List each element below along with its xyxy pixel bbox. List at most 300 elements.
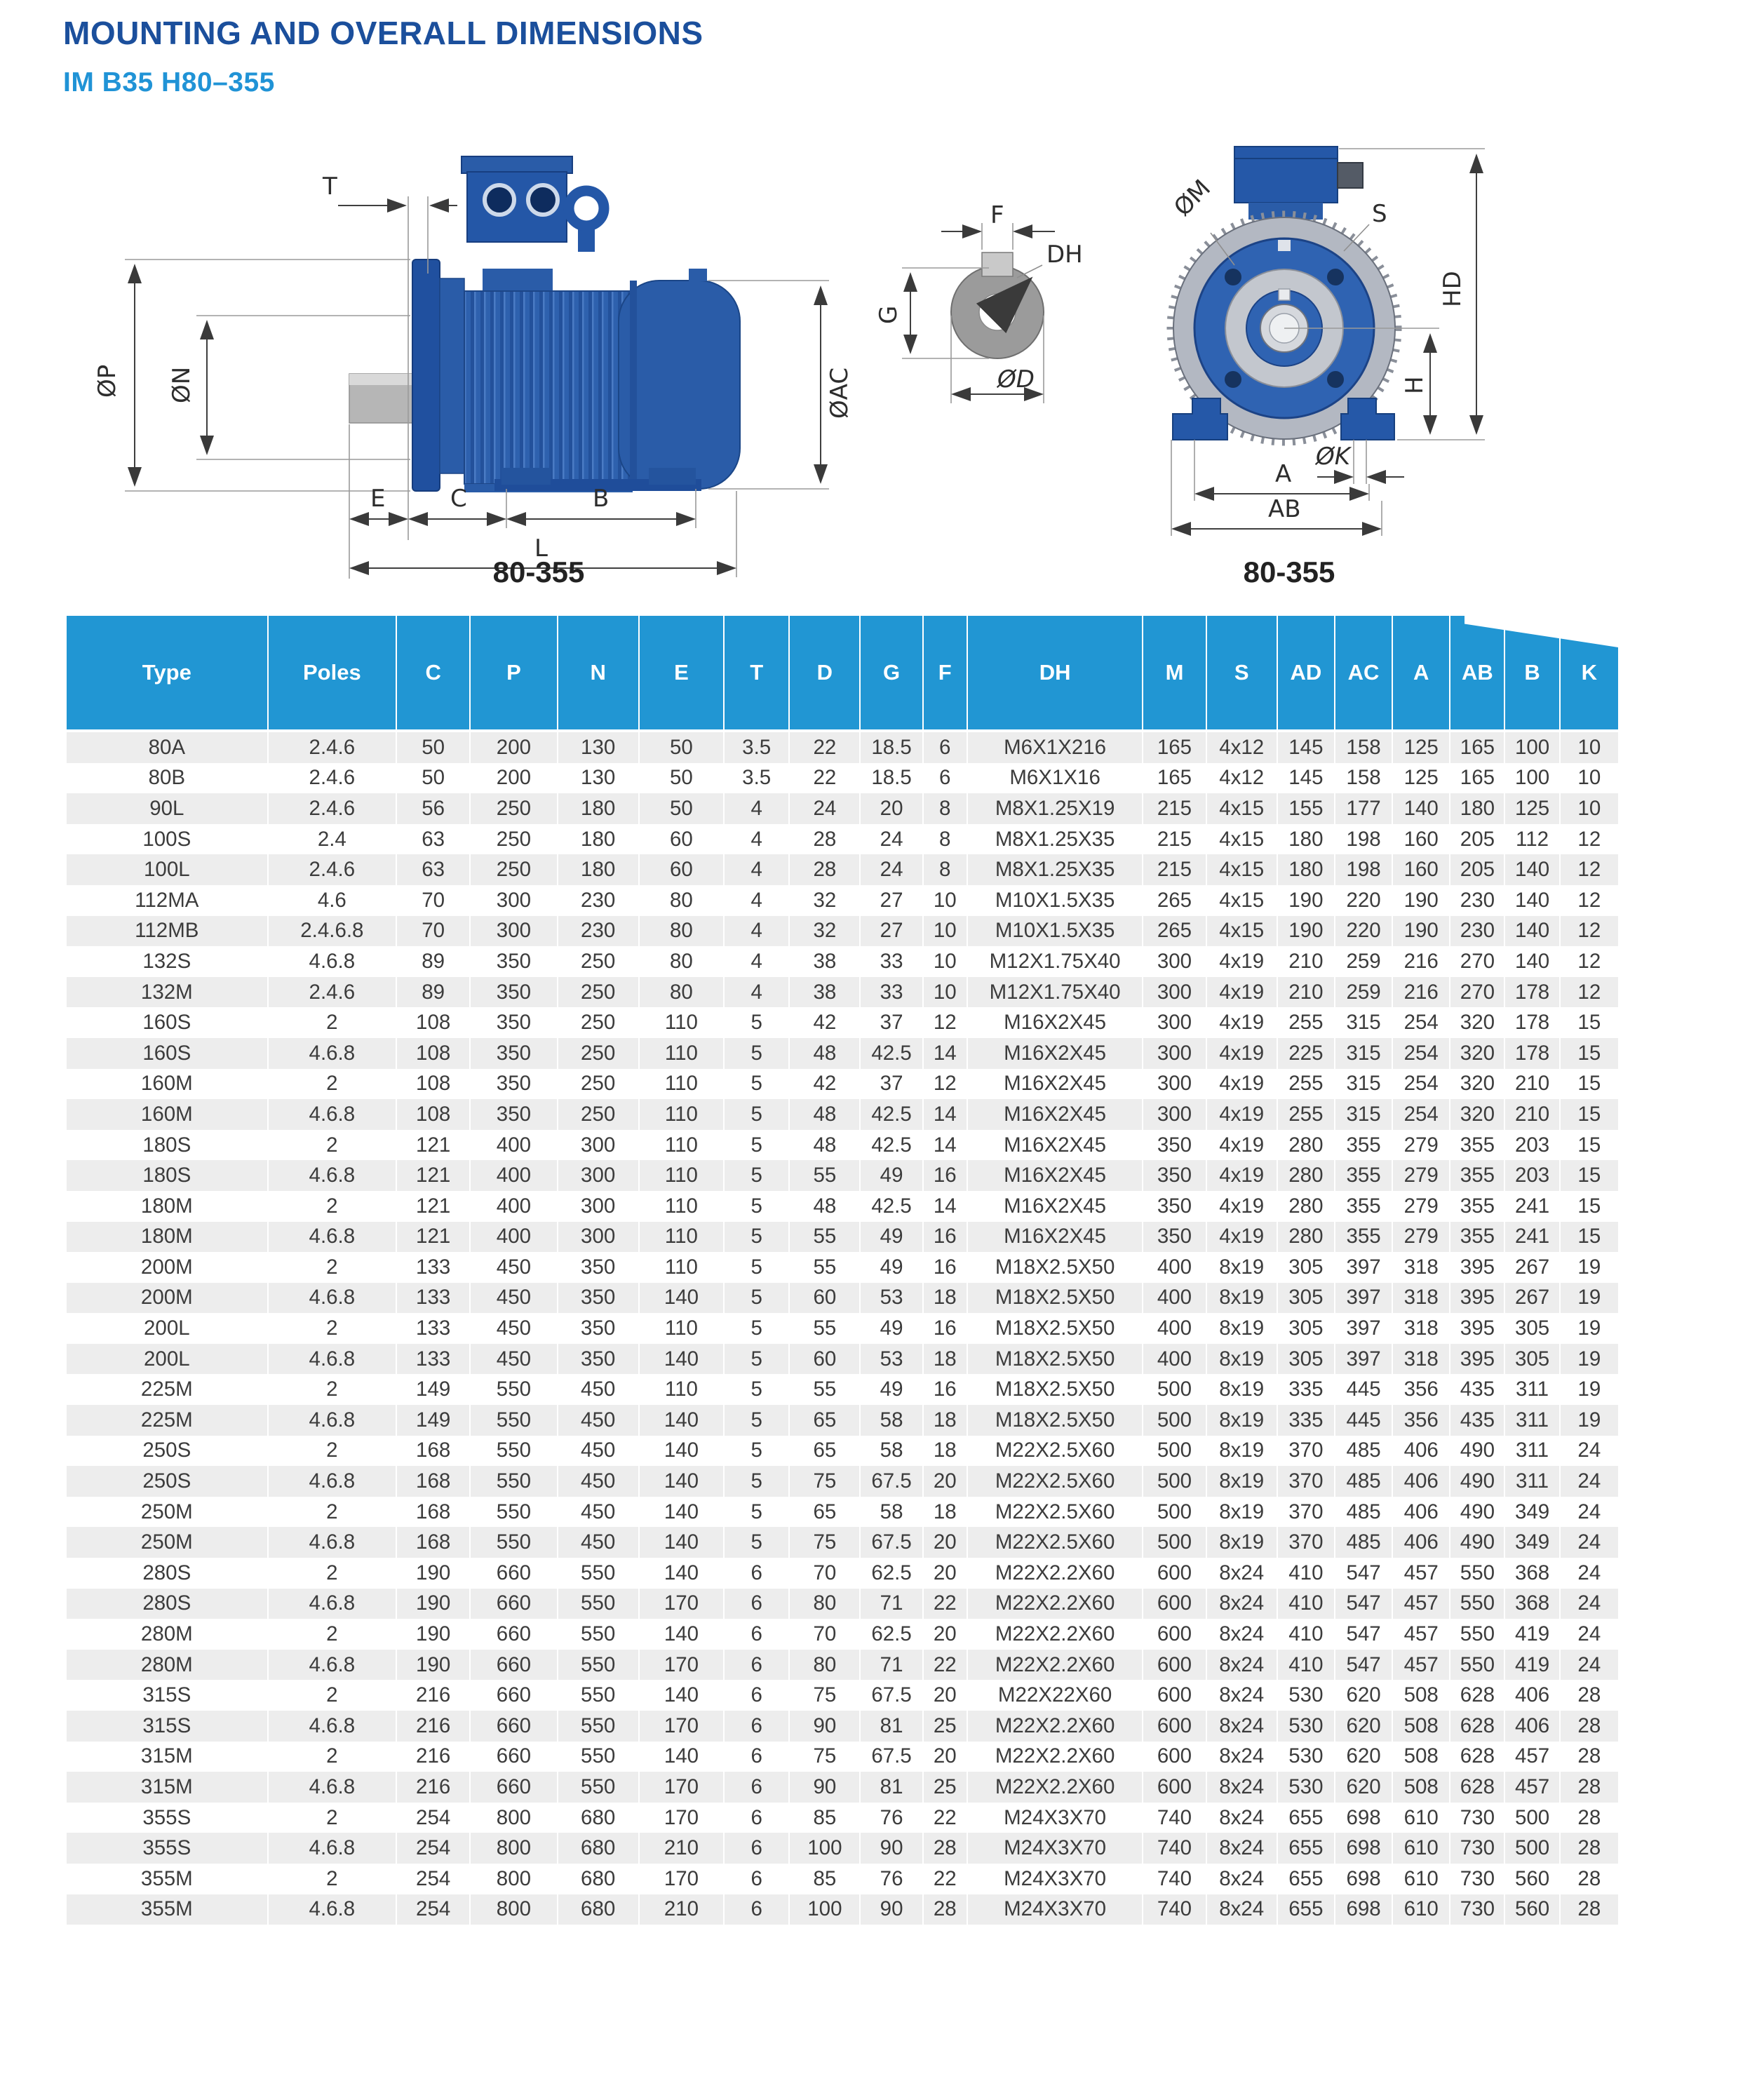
cell-dh: M22X2.5X60 [967, 1436, 1143, 1467]
cell-e: 170 [639, 1589, 724, 1620]
table-row-200l-2 [67, 1313, 1618, 1344]
table-header-row [67, 616, 1618, 731]
cell-ad: 280 [1277, 1160, 1335, 1191]
motor-front-view-drawing [1143, 105, 1683, 596]
cell-c: 168 [396, 1436, 470, 1467]
cell-d: 48 [789, 1038, 860, 1069]
col-header-p: P [470, 616, 557, 731]
cell-k: 28 [1560, 1680, 1618, 1711]
cell-n: 300 [558, 1191, 639, 1222]
cell-a: 125 [1392, 763, 1450, 794]
cell-ad: 280 [1277, 1130, 1335, 1161]
cell-dh: M18X2.5X50 [967, 1374, 1143, 1405]
cell-n: 550 [558, 1589, 639, 1620]
cell-ac: 177 [1335, 793, 1392, 824]
cell-type: 200L [67, 1313, 268, 1344]
cell-g: 37 [860, 1069, 922, 1100]
cell-ac: 355 [1335, 1222, 1392, 1253]
cell-k: 24 [1560, 1436, 1618, 1467]
cell-s: 8x19 [1206, 1497, 1277, 1528]
cell-t: 6 [724, 1650, 789, 1681]
cell-poles: 4.6.8 [268, 1894, 396, 1925]
cell-c: 216 [396, 1680, 470, 1711]
table-row-112mb-2.4.6.8 [67, 916, 1618, 947]
cell-p: 350 [470, 977, 557, 1008]
cell-c: 50 [396, 731, 470, 763]
cell-s: 8x19 [1206, 1436, 1277, 1467]
cell-t: 5 [724, 1069, 789, 1100]
cell-ab: 435 [1450, 1374, 1504, 1405]
cell-s: 8x19 [1206, 1405, 1277, 1436]
table-row-132m-2.4.6 [67, 977, 1618, 1008]
cell-ad: 410 [1277, 1558, 1335, 1589]
cell-m: 500 [1143, 1436, 1206, 1467]
cell-dh: M18X2.5X50 [967, 1344, 1143, 1375]
cell-ac: 547 [1335, 1650, 1392, 1681]
cell-k: 28 [1560, 1742, 1618, 1772]
cell-b: 457 [1504, 1742, 1559, 1772]
cell-s: 8x24 [1206, 1864, 1277, 1894]
cell-poles: 2 [268, 1742, 396, 1772]
cell-d: 90 [789, 1772, 860, 1803]
dim-label-l: L [534, 534, 548, 563]
cell-n: 250 [558, 1038, 639, 1069]
cell-m: 600 [1143, 1742, 1206, 1772]
cell-f: 18 [923, 1283, 967, 1314]
shaft-end-section-drawing [870, 203, 1164, 435]
cell-poles: 4.6.8 [268, 1589, 396, 1620]
cell-t: 6 [724, 1711, 789, 1742]
cell-p: 550 [470, 1405, 557, 1436]
cell-a: 254 [1392, 1007, 1450, 1038]
cell-g: 67.5 [860, 1680, 922, 1711]
dim-label-k: ØK [1316, 443, 1351, 471]
cell-b: 406 [1504, 1680, 1559, 1711]
cell-ac: 547 [1335, 1558, 1392, 1589]
cell-n: 300 [558, 1130, 639, 1161]
cell-type: 200L [67, 1344, 268, 1375]
cell-t: 5 [724, 1191, 789, 1222]
cell-p: 400 [470, 1222, 557, 1253]
cell-dh: M16X2X45 [967, 1069, 1143, 1100]
cell-k: 28 [1560, 1894, 1618, 1925]
cell-c: 254 [396, 1864, 470, 1894]
cell-poles: 2 [268, 1558, 396, 1589]
cell-c: 254 [396, 1803, 470, 1833]
dim-label-e: E [370, 485, 386, 513]
cell-poles: 4.6.8 [268, 1405, 396, 1436]
cell-e: 110 [639, 1313, 724, 1344]
cell-g: 42.5 [860, 1191, 922, 1222]
table-row-180s-2 [67, 1130, 1618, 1161]
dim-label-s: S [1372, 200, 1387, 228]
col-header-ab: AB [1450, 616, 1504, 731]
cell-e: 50 [639, 731, 724, 763]
cell-b: 305 [1504, 1344, 1559, 1375]
cell-k: 12 [1560, 885, 1618, 916]
cell-b: 112 [1504, 824, 1559, 855]
table-row-90l-2.4.6 [67, 793, 1618, 824]
cell-poles: 2 [268, 1680, 396, 1711]
cell-f: 6 [923, 763, 967, 794]
cell-d: 60 [789, 1344, 860, 1375]
cell-b: 349 [1504, 1527, 1559, 1558]
cell-type: 280M [67, 1619, 268, 1650]
cell-k: 28 [1560, 1803, 1618, 1833]
cell-n: 180 [558, 854, 639, 885]
cell-n: 250 [558, 1099, 639, 1130]
cell-dh: M10X1.5X35 [967, 916, 1143, 947]
cell-type: 180S [67, 1160, 268, 1191]
cell-p: 660 [470, 1772, 557, 1803]
cell-b: 267 [1504, 1283, 1559, 1314]
cell-poles: 4.6.8 [268, 1099, 396, 1130]
cell-ab: 550 [1450, 1558, 1504, 1589]
cell-b: 406 [1504, 1711, 1559, 1742]
col-header-poles: Poles [268, 616, 396, 731]
cell-e: 60 [639, 824, 724, 855]
cell-t: 6 [724, 1864, 789, 1894]
cell-s: 4x15 [1206, 824, 1277, 855]
cell-a: 356 [1392, 1405, 1450, 1436]
cell-f: 22 [923, 1650, 967, 1681]
cell-ad: 280 [1277, 1191, 1335, 1222]
cell-c: 50 [396, 763, 470, 794]
cell-ac: 485 [1335, 1436, 1392, 1467]
cell-b: 311 [1504, 1466, 1559, 1497]
cell-b: 140 [1504, 946, 1559, 977]
cell-k: 19 [1560, 1252, 1618, 1283]
cell-m: 300 [1143, 1099, 1206, 1130]
cell-poles: 2.4.6 [268, 854, 396, 885]
cell-k: 19 [1560, 1374, 1618, 1405]
cell-ab: 550 [1450, 1650, 1504, 1681]
cell-k: 24 [1560, 1558, 1618, 1589]
cell-f: 20 [923, 1680, 967, 1711]
cell-p: 550 [470, 1466, 557, 1497]
cell-e: 210 [639, 1894, 724, 1925]
cell-ac: 547 [1335, 1619, 1392, 1650]
cell-ad: 255 [1277, 1099, 1335, 1130]
cell-p: 350 [470, 946, 557, 977]
cell-b: 500 [1504, 1833, 1559, 1864]
cell-c: 89 [396, 977, 470, 1008]
cell-p: 660 [470, 1742, 557, 1772]
cell-ab: 395 [1450, 1283, 1504, 1314]
cell-s: 8x19 [1206, 1374, 1277, 1405]
cell-d: 85 [789, 1803, 860, 1833]
cell-ab: 628 [1450, 1772, 1504, 1803]
cell-n: 250 [558, 1007, 639, 1038]
cell-poles: 4.6.8 [268, 1038, 396, 1069]
cell-c: 108 [396, 1069, 470, 1100]
cell-f: 18 [923, 1344, 967, 1375]
cell-e: 140 [639, 1527, 724, 1558]
cell-f: 25 [923, 1711, 967, 1742]
dim-label-dh: DH [1046, 241, 1083, 269]
cell-m: 400 [1143, 1313, 1206, 1344]
cell-s: 4x12 [1206, 763, 1277, 794]
cell-ab: 270 [1450, 977, 1504, 1008]
dim-label-t: T [323, 173, 337, 201]
table-row-355m-2 [67, 1864, 1618, 1894]
cell-a: 318 [1392, 1252, 1450, 1283]
cell-g: 33 [860, 946, 922, 977]
col-header-dh: DH [967, 616, 1143, 731]
cell-ac: 259 [1335, 946, 1392, 977]
cell-d: 55 [789, 1374, 860, 1405]
col-header-ad: AD [1277, 616, 1335, 731]
cell-ac: 315 [1335, 1099, 1392, 1130]
cell-p: 450 [470, 1283, 557, 1314]
cell-e: 170 [639, 1711, 724, 1742]
cell-f: 16 [923, 1222, 967, 1253]
cell-m: 265 [1143, 916, 1206, 947]
cell-ac: 397 [1335, 1252, 1392, 1283]
cell-e: 60 [639, 854, 724, 885]
cell-n: 550 [558, 1772, 639, 1803]
cell-c: 133 [396, 1283, 470, 1314]
dim-label-m: ØM [1169, 174, 1217, 222]
cell-ab: 435 [1450, 1405, 1504, 1436]
cell-s: 8x19 [1206, 1252, 1277, 1283]
cell-c: 168 [396, 1527, 470, 1558]
cell-k: 28 [1560, 1711, 1618, 1742]
col-header-c: C [396, 616, 470, 731]
cell-f: 22 [923, 1803, 967, 1833]
cell-ac: 198 [1335, 854, 1392, 885]
cell-k: 28 [1560, 1772, 1618, 1803]
cell-p: 200 [470, 731, 557, 763]
col-header-g: G [860, 616, 922, 731]
cell-f: 20 [923, 1742, 967, 1772]
cell-g: 53 [860, 1283, 922, 1314]
cell-ad: 180 [1277, 824, 1335, 855]
cell-d: 22 [789, 731, 860, 763]
cell-s: 4x19 [1206, 1069, 1277, 1100]
cell-p: 350 [470, 1099, 557, 1130]
cell-ab: 355 [1450, 1222, 1504, 1253]
cell-m: 265 [1143, 885, 1206, 916]
cell-s: 4x19 [1206, 1099, 1277, 1130]
cell-s: 8x24 [1206, 1680, 1277, 1711]
cell-poles: 4.6 [268, 885, 396, 916]
table-row-160m-2 [67, 1069, 1618, 1100]
cell-s: 8x19 [1206, 1344, 1277, 1375]
cell-g: 62.5 [860, 1619, 922, 1650]
cell-g: 27 [860, 885, 922, 916]
cell-poles: 2 [268, 1130, 396, 1161]
cell-dh: M16X2X45 [967, 1099, 1143, 1130]
cell-g: 71 [860, 1650, 922, 1681]
cell-m: 300 [1143, 977, 1206, 1008]
table-header [67, 616, 1618, 731]
table-row-200m-2 [67, 1252, 1618, 1283]
cell-m: 600 [1143, 1589, 1206, 1620]
cell-poles: 4.6.8 [268, 1344, 396, 1375]
cell-e: 50 [639, 763, 724, 794]
cell-f: 28 [923, 1894, 967, 1925]
cell-c: 190 [396, 1650, 470, 1681]
cell-b: 267 [1504, 1252, 1559, 1283]
cell-p: 660 [470, 1619, 557, 1650]
cell-f: 10 [923, 885, 967, 916]
cell-t: 3.5 [724, 731, 789, 763]
cell-t: 4 [724, 946, 789, 977]
cell-poles: 4.6.8 [268, 1283, 396, 1314]
cell-g: 81 [860, 1772, 922, 1803]
cell-t: 6 [724, 1558, 789, 1589]
cell-poles: 2 [268, 1497, 396, 1528]
side-view-caption: 80-355 [492, 555, 585, 588]
cell-ab: 490 [1450, 1436, 1504, 1467]
cell-b: 368 [1504, 1589, 1559, 1620]
cell-ad: 530 [1277, 1680, 1335, 1711]
cell-f: 12 [923, 1007, 967, 1038]
cell-k: 15 [1560, 1038, 1618, 1069]
cell-s: 4x19 [1206, 1130, 1277, 1161]
cell-e: 110 [639, 1222, 724, 1253]
cell-p: 400 [470, 1191, 557, 1222]
cell-n: 450 [558, 1374, 639, 1405]
cell-a: 279 [1392, 1130, 1450, 1161]
cell-f: 22 [923, 1864, 967, 1894]
cell-dh: M12X1.75X40 [967, 946, 1143, 977]
cell-c: 70 [396, 885, 470, 916]
cell-ab: 320 [1450, 1007, 1504, 1038]
cell-f: 14 [923, 1130, 967, 1161]
cell-t: 6 [724, 1589, 789, 1620]
cell-e: 80 [639, 885, 724, 916]
cell-s: 8x19 [1206, 1527, 1277, 1558]
cell-b: 178 [1504, 977, 1559, 1008]
cell-ab: 395 [1450, 1313, 1504, 1344]
cell-f: 20 [923, 1558, 967, 1589]
cell-ab: 355 [1450, 1160, 1504, 1191]
cell-n: 550 [558, 1711, 639, 1742]
cell-dh: M22X2.2X60 [967, 1558, 1143, 1589]
cell-dh: M22X2.5X60 [967, 1466, 1143, 1497]
col-header-type: Type [67, 616, 268, 731]
cell-s: 8x24 [1206, 1650, 1277, 1681]
cell-b: 457 [1504, 1772, 1559, 1803]
cell-ad: 370 [1277, 1527, 1335, 1558]
cell-ad: 210 [1277, 946, 1335, 977]
cell-type: 250M [67, 1527, 268, 1558]
dim-label-hd: HD [1439, 271, 1467, 307]
cell-ac: 397 [1335, 1344, 1392, 1375]
cell-n: 680 [558, 1803, 639, 1833]
cell-d: 85 [789, 1864, 860, 1894]
cell-a: 457 [1392, 1589, 1450, 1620]
cell-dh: M16X2X45 [967, 1222, 1143, 1253]
cell-c: 190 [396, 1589, 470, 1620]
cell-m: 600 [1143, 1619, 1206, 1650]
cell-b: 100 [1504, 763, 1559, 794]
cell-g: 67.5 [860, 1527, 922, 1558]
cell-t: 5 [724, 1374, 789, 1405]
cell-type: 80A [67, 731, 268, 763]
cell-type: 280S [67, 1558, 268, 1589]
cell-dh: M22X2.2X60 [967, 1742, 1143, 1772]
cell-d: 75 [789, 1527, 860, 1558]
cell-ac: 620 [1335, 1711, 1392, 1742]
cell-m: 300 [1143, 1069, 1206, 1100]
cell-b: 560 [1504, 1864, 1559, 1894]
cell-m: 740 [1143, 1894, 1206, 1925]
cell-dh: M12X1.75X40 [967, 977, 1143, 1008]
cell-p: 550 [470, 1527, 557, 1558]
cell-dh: M16X2X45 [967, 1160, 1143, 1191]
cell-p: 450 [470, 1252, 557, 1283]
cell-type: 355M [67, 1894, 268, 1925]
cell-dh: M16X2X45 [967, 1007, 1143, 1038]
cell-poles: 2 [268, 1007, 396, 1038]
cell-m: 350 [1143, 1191, 1206, 1222]
cell-f: 10 [923, 916, 967, 947]
cell-k: 15 [1560, 1160, 1618, 1191]
cell-ac: 485 [1335, 1527, 1392, 1558]
cell-p: 660 [470, 1650, 557, 1681]
cell-ad: 145 [1277, 763, 1335, 794]
cell-a: 406 [1392, 1436, 1450, 1467]
cell-ad: 305 [1277, 1344, 1335, 1375]
cell-type: 280S [67, 1589, 268, 1620]
cell-dh: M24X3X70 [967, 1894, 1143, 1925]
cell-b: 140 [1504, 916, 1559, 947]
cell-dh: M22X2.2X60 [967, 1589, 1143, 1620]
cell-n: 680 [558, 1894, 639, 1925]
cell-ab: 490 [1450, 1466, 1504, 1497]
cell-n: 550 [558, 1558, 639, 1589]
cell-ab: 320 [1450, 1099, 1504, 1130]
cell-k: 10 [1560, 763, 1618, 794]
cell-poles: 2 [268, 1803, 396, 1833]
cell-ac: 315 [1335, 1007, 1392, 1038]
cell-m: 600 [1143, 1772, 1206, 1803]
cell-m: 215 [1143, 854, 1206, 885]
cell-e: 80 [639, 977, 724, 1008]
cell-a: 406 [1392, 1527, 1450, 1558]
cell-ad: 655 [1277, 1894, 1335, 1925]
cell-dh: M22X2.2X60 [967, 1619, 1143, 1650]
cell-k: 24 [1560, 1619, 1618, 1650]
cell-a: 279 [1392, 1191, 1450, 1222]
cell-t: 5 [724, 1497, 789, 1528]
cell-t: 5 [724, 1038, 789, 1069]
dim-label-p: ØP [93, 364, 121, 398]
table-row-250m-2 [67, 1497, 1618, 1528]
cell-t: 6 [724, 1772, 789, 1803]
cell-p: 800 [470, 1833, 557, 1864]
cell-g: 90 [860, 1894, 922, 1925]
table-row-315s-2 [67, 1680, 1618, 1711]
cell-e: 140 [639, 1283, 724, 1314]
cell-p: 800 [470, 1894, 557, 1925]
cell-b: 241 [1504, 1191, 1559, 1222]
cell-ac: 220 [1335, 885, 1392, 916]
col-header-m: M [1143, 616, 1206, 731]
cell-a: 457 [1392, 1650, 1450, 1681]
cell-f: 22 [923, 1589, 967, 1620]
cell-k: 24 [1560, 1650, 1618, 1681]
cell-g: 49 [860, 1222, 922, 1253]
cell-n: 350 [558, 1283, 639, 1314]
table-row-200m-4.6.8 [67, 1283, 1618, 1314]
cell-f: 10 [923, 977, 967, 1008]
cell-f: 8 [923, 793, 967, 824]
cell-e: 170 [639, 1772, 724, 1803]
